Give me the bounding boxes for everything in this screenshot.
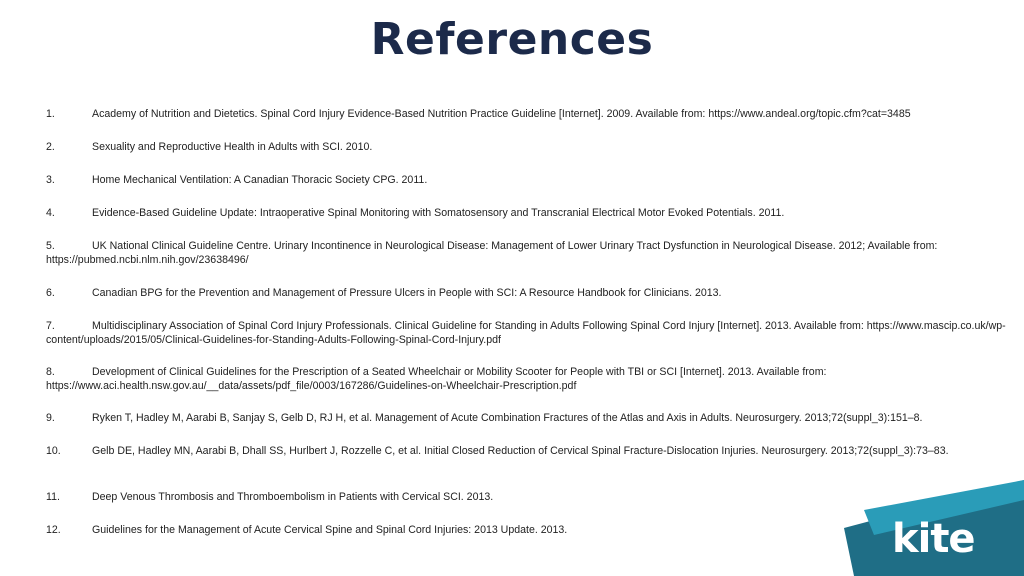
reference-number: 5. [46, 240, 55, 252]
reference-number: 2. [46, 141, 55, 153]
reference-text: Gelb DE, Hadley MN, Aarabi B, Dhall SS, Hurlbert J, Rozzelle C, et al. Initial Closed Reduction of Cervical Spinal Fracture-Dislocation Injuries. Neurosurgery. 2013;72(suppl_3):73–83. [92, 445, 949, 457]
reference-text: Deep Venous Thrombosis and Thromboembolism in Patients with Cervical SCI. 2013. [92, 491, 494, 503]
reference-item-8 [46, 366, 1012, 393]
reference-number: 11. [46, 491, 60, 503]
reference-number: 8. [46, 366, 55, 378]
reference-number: 6. [46, 287, 55, 299]
reference-item-10 [46, 445, 949, 459]
reference-text: Home Mechanical Ventilation: A Canadian Thoracic Society CPG. 2011. [92, 174, 428, 186]
reference-text: Guidelines for the Management of Acute Cervical Spine and Spinal Cord Injuries: 2013 Update. 2013. [92, 524, 568, 536]
reference-number: 3. [46, 174, 55, 186]
reference-item-12 [46, 524, 567, 538]
reference-number: 4. [46, 207, 55, 219]
reference-text: Multidisciplinary Association of Spinal Cord Injury Professionals. Clinical Guideline for Standing in Adults Following Spinal Cord Injury [Internet]. 2013. Available from: https://www.mascip.co.uk/wp-content/uploads/2015/05/Clinical-Guidelines-for-Standing-Adults-Following-Spinal-Cord-Injury.pdf [46, 320, 1006, 346]
reference-text: Development of Clinical Guidelines for the Prescription of a Seated Wheelchair or Mobility Scooter for People with TBI or SCI [Internet]. 2013. Available from: https://www.aci.health.nsw.gov.au/__data/assets/pdf_file/0003/167286/Guidelines-on-Wheelchair-Prescription.pdf [46, 366, 827, 392]
reference-text: UK National Clinical Guideline Centre. Urinary Incontinence in Neurological Disease: Management of Lower Urinary Tract Dysfunction in Neurological Disease. 2012; Available from: https://pubmed.ncbi.nlm.nih.gov/23638496/ [46, 240, 938, 266]
reference-number: 10. [46, 445, 61, 457]
page-title: References [370, 14, 654, 65]
reference-item-5 [46, 240, 1012, 267]
kite-logo: kite [892, 516, 975, 562]
reference-item-7 [46, 320, 1012, 347]
reference-text: Academy of Nutrition and Dietetics. Spinal Cord Injury Evidence-Based Nutrition Practice Guideline [Internet]. 2009. Available from: https://www.andeal.org/topic.cfm?cat=3485 [92, 108, 911, 120]
reference-item-4 [46, 207, 784, 221]
reference-number: 12. [46, 524, 61, 536]
reference-text: Ryken T, Hadley M, Aarabi B, Sanjay S, Gelb D, RJ H, et al. Management of Acute Combination Fractures of the Atlas and Axis in Adults. Neurosurgery. 2013;72(suppl_3):151–8. [92, 412, 923, 424]
reference-item-1 [46, 108, 911, 122]
reference-item-9 [46, 412, 922, 426]
reference-text: Canadian BPG for the Prevention and Management of Pressure Ulcers in People with SCI: A Resource Handbook for Clinicians. 2013. [92, 287, 722, 299]
reference-item-2 [46, 141, 372, 155]
reference-number: 9. [46, 412, 55, 424]
reference-number: 7. [46, 320, 55, 332]
reference-item-6 [46, 287, 722, 301]
reference-text: Sexuality and Reproductive Health in Adults with SCI. 2010. [92, 141, 373, 153]
reference-item-11 [46, 491, 493, 505]
reference-text: Evidence-Based Guideline Update: Intraoperative Spinal Monitoring with Somatosensory and Transcranial Electrical Motor Evoked Potentials. 2011. [92, 207, 785, 219]
reference-item-3 [46, 174, 427, 188]
reference-number: 1. [46, 108, 55, 120]
